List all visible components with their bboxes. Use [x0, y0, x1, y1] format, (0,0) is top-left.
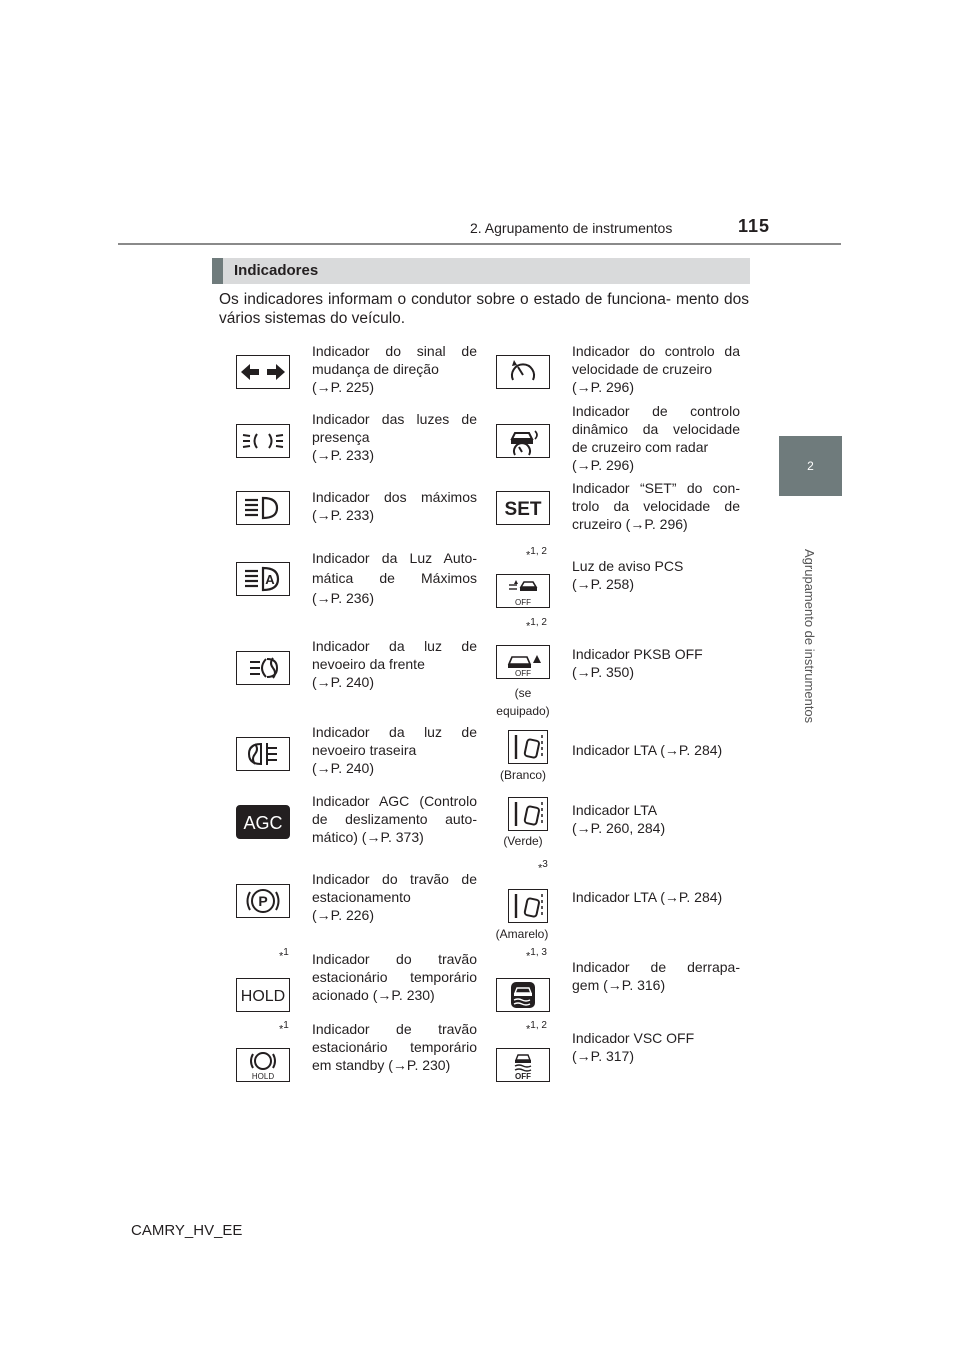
footnote-marker [279, 1020, 289, 1036]
auto-high-beam-icon [236, 562, 290, 596]
footnote-number: 1, 2 [530, 546, 547, 557]
footnote-marker [526, 617, 547, 633]
desc-line: nevoeiro da frente [312, 656, 425, 672]
desc-line: em standby (→P. 230) [312, 1057, 451, 1073]
pksb-off-icon [496, 645, 550, 679]
desc-line: velocidade de cruzeiro [572, 361, 713, 377]
footnote-number: 1 [283, 1020, 289, 1031]
vsc-icon-label: OFF [515, 1072, 531, 1081]
desc-line: Indicador das luzes de [312, 411, 477, 427]
desc-line: (→P. 240) [312, 674, 374, 690]
front-fog-description [312, 637, 477, 691]
lta-white-caption: (Branco) [499, 768, 546, 782]
desc-line: Indicador da Luz Auto- [312, 550, 477, 566]
desc-line: (→P. 260, 284) [572, 820, 666, 836]
lta-amber-icon [508, 889, 548, 923]
set-icon [496, 491, 550, 525]
high-beam-description [312, 488, 477, 524]
desc-line: (→P. 296) [572, 457, 634, 473]
slip-indicator-icon [496, 978, 550, 1012]
set-description [572, 479, 740, 533]
svg-text:A: A [265, 572, 275, 587]
footnote-marker [526, 546, 547, 562]
pksb-icon-label: OFF [515, 669, 531, 678]
standby-icon-label: HOLD [251, 1072, 275, 1081]
desc-line: Indicador VSC OFF [572, 1030, 695, 1046]
desc-line: mática de Máximos [312, 570, 477, 586]
hold-icon-label: HOLD [240, 988, 286, 1005]
footnote-star: * [279, 950, 284, 963]
footnote-star: * [526, 620, 531, 633]
desc-line: gem (→P. 316) [572, 977, 666, 993]
section-title: Indicadores [234, 262, 319, 279]
cruise-control-icon [496, 355, 550, 389]
desc-line: cruzeiro (→P. 296) [572, 516, 688, 532]
chapter-side-title: Agrupamento de instrumentos [802, 549, 817, 724]
desc-line: dinâmico da velocidade [572, 421, 740, 437]
desc-line: mático) (→P. 373) [312, 829, 424, 845]
desc-line: acionado (→P. 230) [312, 987, 435, 1003]
parking-brake-icon [236, 884, 290, 918]
desc-line: (→P. 233) [312, 447, 374, 463]
brake-hold-standby-icon [236, 1048, 290, 1082]
desc-line: Indicador de controlo [572, 403, 740, 419]
footnote-marker [526, 947, 547, 963]
desc-line: (→P. 240) [312, 760, 374, 776]
header-divider [118, 243, 841, 245]
desc-line: Indicador LTA (→P. 284) [572, 742, 723, 758]
footnote-marker [279, 947, 289, 963]
footnote-star: * [538, 862, 543, 875]
lta-amber-description [572, 888, 740, 906]
desc-line: de cruzeiro com radar [572, 439, 709, 455]
turn-signal-description [312, 342, 477, 396]
hold-description [312, 950, 477, 1004]
desc-line: Indicador “SET” do con- [572, 480, 740, 496]
hold-icon [236, 978, 290, 1012]
footnote-star: * [526, 549, 531, 562]
desc-line: mudança de direção [312, 361, 439, 377]
desc-line: (→P. 258) [572, 576, 634, 592]
desc-line: Luz de aviso PCS [572, 558, 684, 574]
lta-green-description [572, 801, 740, 837]
desc-line: Indicador LTA (→P. 284) [572, 889, 723, 905]
header-section-title: 2. Agrupamento de instrumentos [470, 220, 673, 236]
footnote-number: 1, 3 [530, 947, 547, 958]
pcs-description [572, 557, 740, 593]
lta-amber-caption: (Amarelo) [495, 927, 549, 941]
high-beam-icon [236, 491, 290, 525]
desc-line: (→P. 236) [312, 590, 374, 606]
intro-paragraph: Os indicadores informam o condutor sobre o estado de funciona- mento dos vários sistemas do veículo. [219, 291, 749, 327]
vsc-description [572, 1029, 740, 1065]
pcs-off-icon [496, 574, 550, 608]
desc-line: Indicador do sinal de [312, 343, 477, 359]
desc-line: Indicador da luz de [312, 638, 477, 654]
footnote-star: * [279, 1023, 284, 1036]
desc-line: estacionário temporário [312, 1039, 477, 1055]
desc-line: Indicador do travão [312, 951, 477, 967]
radar-cruise-description [572, 402, 740, 474]
desc-line: (→P. 225) [312, 379, 374, 395]
footnote-star: * [526, 950, 531, 963]
pcs-icon-label: OFF [515, 598, 531, 607]
lta-green-icon [508, 797, 548, 831]
radar-cruise-icon [496, 424, 550, 458]
desc-line: (→P. 226) [312, 907, 374, 923]
agc-description [312, 792, 477, 846]
desc-line: Indicador de travão [312, 1021, 477, 1037]
agc-icon-label: AGC [243, 813, 283, 833]
cruise-control-description [572, 342, 740, 396]
desc-line: (→P. 317) [572, 1048, 634, 1064]
pksb-caption: (se equipado) [496, 686, 550, 718]
desc-line: (→P. 350) [572, 664, 634, 680]
position-lights-icon [236, 424, 290, 458]
model-code: CAMRY_HV_EE [131, 1222, 243, 1239]
lta-green-caption: (Verde) [503, 834, 543, 848]
desc-line: nevoeiro traseira [312, 742, 417, 758]
rear-fog-description [312, 723, 477, 777]
footnote-marker [538, 859, 548, 875]
front-fog-icon [236, 651, 290, 685]
agc-icon [236, 805, 290, 839]
brake-hold-standby-description [312, 1020, 477, 1074]
desc-line: (→P. 296) [572, 379, 634, 395]
footnote-marker [526, 1020, 547, 1036]
desc-line: Indicador dos máximos [312, 489, 477, 505]
lta-white-icon [508, 730, 548, 764]
desc-line: Indicador AGC (Controlo [312, 793, 477, 809]
rear-fog-icon [236, 737, 290, 771]
desc-line: de deslizamento auto- [312, 811, 477, 827]
page-number: 115 [738, 216, 771, 236]
footnote-number: 3 [542, 859, 548, 870]
desc-line: Indicador de derrapa- [572, 959, 740, 975]
chapter-tab [779, 436, 842, 496]
position-lights-description [312, 410, 477, 464]
lta-white-description [572, 741, 740, 759]
section-heading-bar [212, 258, 750, 284]
svg-text:P: P [258, 893, 268, 909]
set-icon-label: SET [504, 499, 542, 520]
pksb-description [572, 645, 740, 681]
desc-line: Indicador do travão de [312, 871, 477, 887]
desc-line: Indicador da luz de [312, 724, 477, 740]
desc-line: estacionamento [312, 889, 411, 905]
desc-line: presença [312, 429, 370, 445]
footnote-star: * [526, 1023, 531, 1036]
vsc-off-icon [496, 1048, 550, 1082]
slip-description [572, 958, 740, 994]
parking-brake-description [312, 870, 477, 924]
footnote-number: 1 [283, 947, 289, 958]
chapter-number: 2 [807, 459, 814, 473]
desc-line: trolo da velocidade de [572, 498, 740, 514]
desc-line: Indicador do controlo da [572, 343, 740, 359]
turn-signal-icon [236, 355, 290, 389]
desc-line: estacionário temporário [312, 969, 477, 985]
desc-line: Indicador LTA [572, 802, 658, 818]
footnote-number: 1, 2 [530, 617, 547, 628]
auto-high-beam-description [312, 548, 477, 608]
desc-line: Indicador PKSB OFF [572, 646, 703, 662]
footnote-number: 1, 2 [530, 1020, 547, 1031]
desc-line: (→P. 233) [312, 507, 374, 523]
